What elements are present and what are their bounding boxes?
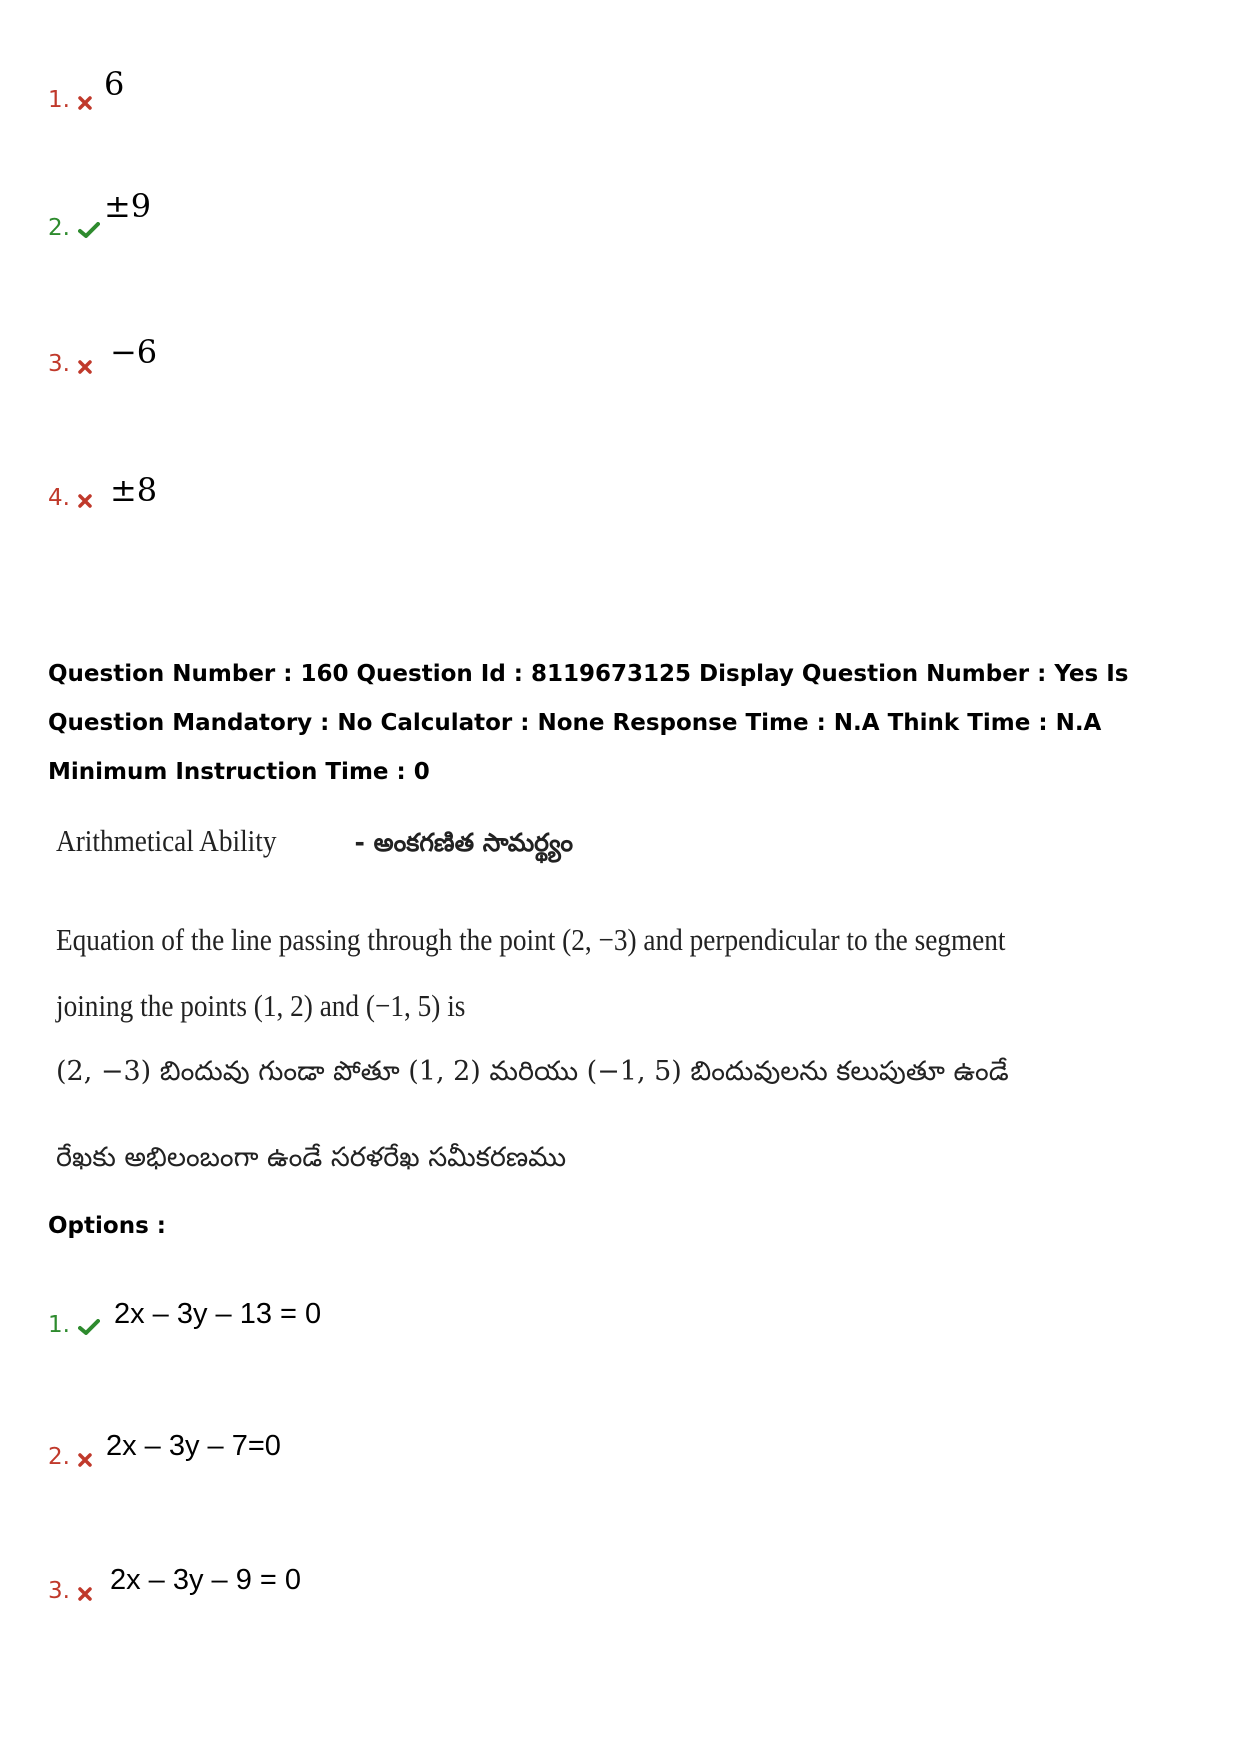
option-3 <box>48 1566 301 1603</box>
option-number: 3. <box>48 1578 70 1604</box>
option-number: 2. <box>48 215 70 241</box>
prev-option-1 <box>48 65 125 113</box>
question-line-telugu-2: రేఖకు అభిలంబంగా ఉండే సరళరేఖ సమీకరణము <box>56 1142 567 1173</box>
option-number: 4. <box>48 485 70 511</box>
cross-icon <box>78 1587 100 1601</box>
option-value: ±8 <box>109 471 158 509</box>
option-number: 1. <box>48 87 70 113</box>
option-2 <box>48 1432 281 1469</box>
section-name-english: Arithmetical Ability <box>56 823 277 858</box>
check-icon <box>78 1319 100 1335</box>
option-value: 6 <box>103 65 125 103</box>
option-value: ±9 <box>103 187 152 225</box>
option-number: 3. <box>48 351 70 377</box>
option-number: 1. <box>48 1312 70 1338</box>
question-line-english-1: Equation of the line passing through the point (2, −3) and perpendicular to the segment <box>56 922 1006 957</box>
option-value: 2x – 3y – 9 = 0 <box>109 1564 302 1596</box>
cross-icon <box>78 360 100 374</box>
question-line-telugu-1: (2, −3) బిందువు గుండా పోతూ (1, 2) మరియు (−1, 5) బిందువులను కలుపుతూ ఉండే <box>56 1056 1009 1087</box>
option-value: 2x – 3y – 13 = 0 <box>113 1298 322 1330</box>
prev-option-3 <box>48 333 158 377</box>
section-name-telugu: - అంకగణిత సామర్థ్యం <box>354 828 574 857</box>
check-icon <box>78 222 100 238</box>
question-line-english-2: joining the points (1, 2) and (−1, 5) is <box>56 988 466 1023</box>
options-label: Options : <box>48 1213 166 1239</box>
prev-option-4 <box>48 471 158 511</box>
option-value: 2x – 3y – 7=0 <box>105 1430 281 1462</box>
option-number: 2. <box>48 1444 70 1470</box>
option-value: −6 <box>109 333 158 371</box>
cross-icon <box>78 1453 100 1467</box>
cross-icon <box>78 96 100 110</box>
section-heading <box>56 822 573 864</box>
option-1 <box>48 1300 321 1337</box>
cross-icon <box>78 494 100 508</box>
question-meta: Question Number : 160 Question Id : 8119673125 Display Question Number : Yes Is Question Mandatory : No Calculator : None Response Time : N.A Think Time : N.A Minimum Instruction Time : 0 <box>48 661 1129 785</box>
prev-option-2 <box>48 187 152 241</box>
